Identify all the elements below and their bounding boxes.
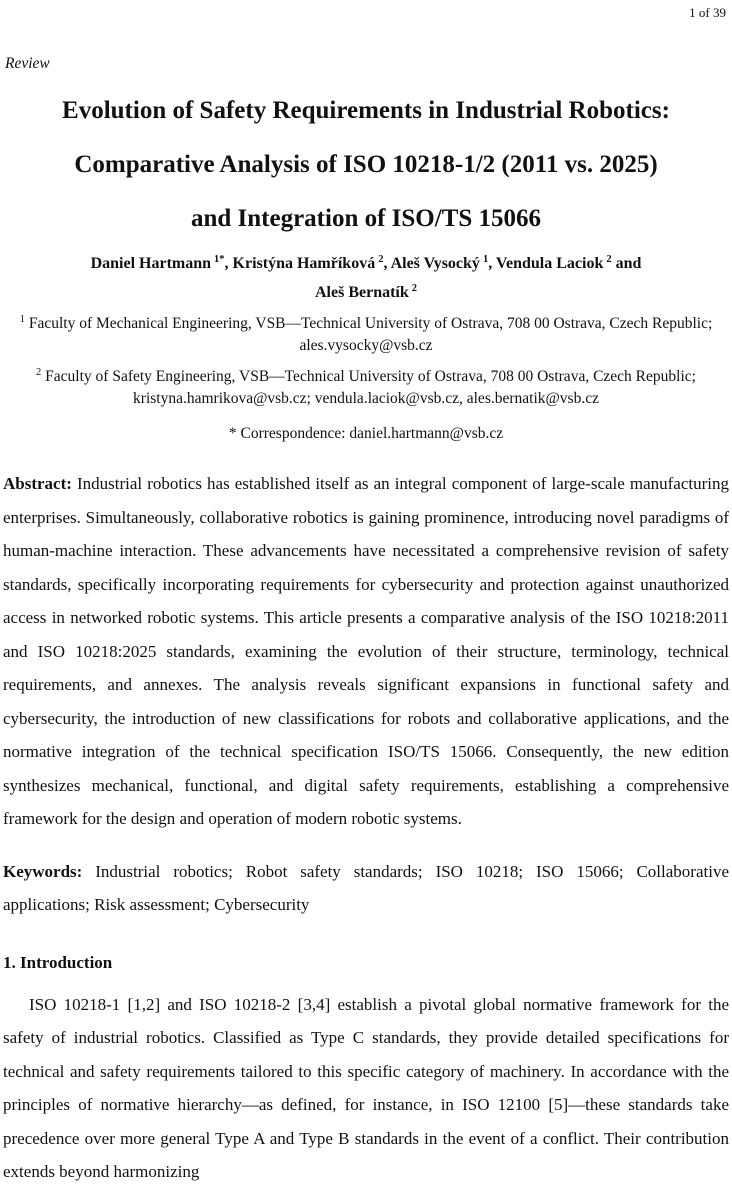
- article-type-label: Review: [5, 55, 50, 72]
- page-number: 1 of 39: [689, 5, 726, 20]
- abstract-text: Industrial robotics has established itself as an integral component of large-scale manufacturing enterprises. Simultaneously, collaborative robotics is gaining prominence, introducing novel paradigms of human-machine interaction. These advancements have necessitated a comprehensive revision of safety standards, specifically incorporating requirements for cybersecurity and protection against unauthorized access in networked robotic systems. This article presents a comparative analysis of the ISO 10218:2011 and ISO 10218:2025 standards, examining the evolution of their structure, terminology, technical requirements, and annexes. The analysis reveals significant expansions in functional safety and cybersecurity, the introduction of new classifications for robots and collaborative applications, and the normative integration of the technical specification ISO/TS 15066. Consequently, the new edition synthesizes mechanical, functional, and digital safety requirements, establishing a comprehensive framework for the design and operation of modern robotic systems.: [3, 474, 729, 828]
- author-separator: ,: [383, 255, 391, 272]
- paper-title-line-3: and Integration of ISO/TS 15066: [190, 205, 542, 232]
- abstract-paragraph: [3, 467, 729, 836]
- author-superscript: 2: [411, 282, 418, 294]
- author-superscript: 2: [606, 253, 612, 265]
- authors-line: [3, 249, 729, 307]
- author-separator: and: [611, 255, 642, 272]
- authors-row-1: [3, 249, 729, 278]
- author-name: Vendula Laciok: [495, 255, 604, 272]
- affiliation-1: [3, 313, 729, 357]
- affiliation-superscript: 2: [36, 366, 42, 378]
- section-heading-introduction: 1. Introduction: [3, 952, 113, 972]
- authors-row-2: [3, 278, 729, 307]
- author-superscript: 1*: [214, 253, 225, 265]
- keywords-label: Keywords:: [3, 861, 83, 881]
- author-separator: ,: [224, 255, 233, 272]
- introduction-paragraph: ISO 10218-1 [1,2] and ISO 10218-2 [3,4] establish a pivotal global normative framework for the safety of industrial robotics. Classified as Type C standards, they provide detailed specifications for technical and safety requirements tailored to this specific category of machinery. In accordance with the principles of normative hierarchy—as defined, for instance, in ISO 12100 [5]—these standards take precedence over more general Type A and Type B standards in the event of a conflict. Their contribution extends beyond harmonizing: [3, 994, 729, 1181]
- correspondence-line: * Correspondence: daniel.hartmann@vsb.cz: [228, 425, 504, 442]
- author-separator: ,: [488, 255, 496, 272]
- paper-title: [3, 84, 729, 246]
- author-superscript: 1: [482, 253, 489, 265]
- affiliation-text: Faculty of Safety Engineering, VSB—Technical University of Ostrava, 708 00 Ostrava, Czech Republic; kristyna.hamrikova@vsb.cz; vendula.laciok@vsb.cz, ales.bernatik@vsb.cz: [45, 368, 696, 407]
- keywords-text: Industrial robotics; Robot safety standards; ISO 10218; ISO 15066; Collaborative applications; Risk assessment; Cybersecurity: [3, 861, 729, 914]
- page-header: [3, 5, 729, 21]
- paper-title-line-2: Comparative Analysis of ISO 10218-1/2 (2011 vs. 2025): [74, 151, 658, 178]
- affiliation-text: Faculty of Mechanical Engineering, VSB—Technical University of Ostrava, 708 00 Ostrava, Czech Republic; ales.vysocky@vsb.cz: [28, 315, 713, 354]
- affiliation-superscript: 1: [19, 313, 25, 325]
- affiliation-2: [3, 366, 729, 410]
- affiliations-block: [3, 313, 729, 445]
- paper-title-line-1: Evolution of Safety Requirements in Industrial Robotics:: [62, 97, 670, 124]
- author-name: Aleš Vysocký: [390, 255, 480, 272]
- keywords-paragraph: [3, 855, 729, 922]
- abstract-label: Abstract:: [3, 474, 72, 493]
- author-name: Aleš Bernatík: [314, 284, 409, 301]
- author-name: Kristýna Hamříková: [232, 255, 376, 272]
- author-name: Daniel Hartmann: [90, 255, 212, 272]
- author-superscript: 2: [378, 253, 384, 265]
